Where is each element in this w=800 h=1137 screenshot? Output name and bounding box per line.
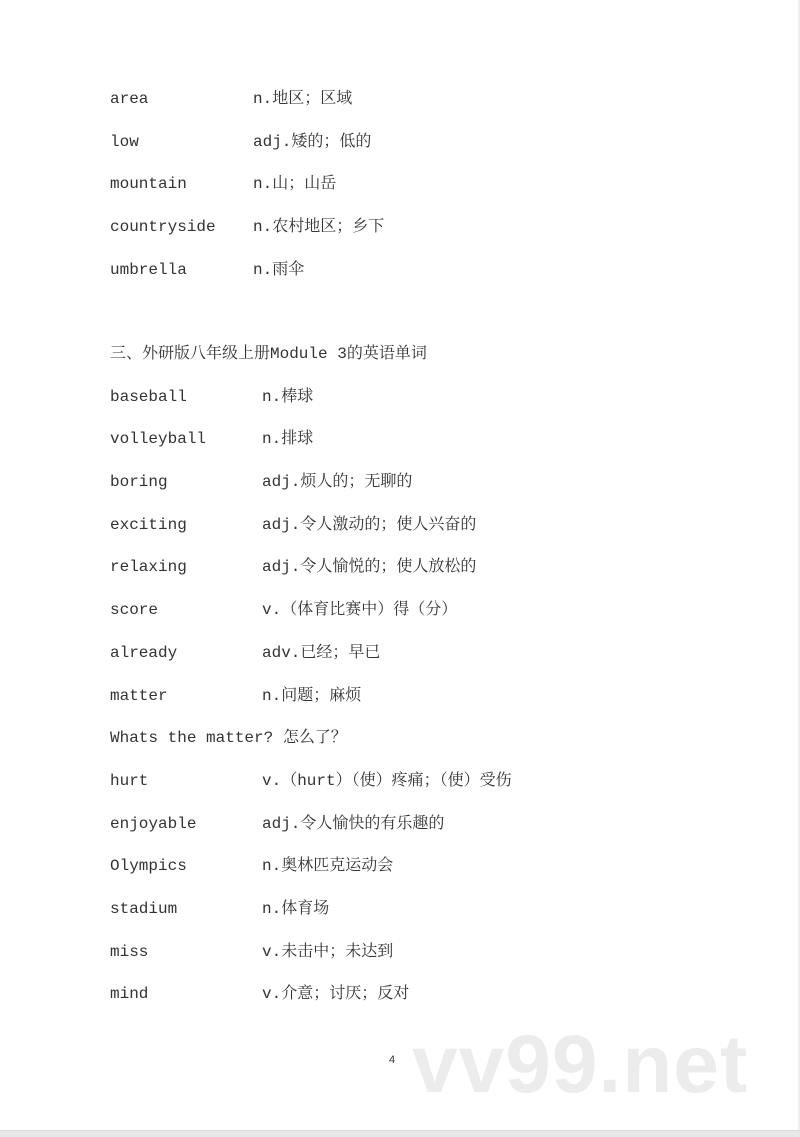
phrase: Whats the matter? 怎么了？ [110,729,347,748]
word: matter [110,686,168,705]
section-title: 三、外研版八年级上册Module 3的英语单词 [110,345,427,363]
definition: v.（体育比赛中）得（分） [262,601,458,620]
word: enjoyable [110,814,197,833]
definition: v.未击中；未达到 [262,942,394,961]
definition: v.（hurt）（使）疼痛；（使）受伤 [262,771,512,790]
word: stadium [110,899,178,918]
word: miss [110,942,149,961]
definition: n.地区；区域 [253,90,353,108]
word: area [110,90,149,108]
definition: adj.令人愉快的有乐趣的 [262,814,445,833]
word: mind [110,985,149,1004]
definition: n.棒球 [262,387,314,406]
definition: adj.令人愉悦的；使人放松的 [262,558,477,577]
definition: adj.烦人的；无聊的 [262,473,413,492]
word: exciting [110,515,187,534]
word: umbrella [110,260,187,279]
word: Olympics [110,857,187,876]
word: already [110,643,178,662]
word: score [110,601,159,620]
definition: n.体育场 [262,899,330,918]
definition: adj.矮的；低的 [253,132,372,151]
definition: n.山；山岳 [253,175,337,194]
definition: v.介意；讨厌；反对 [262,985,410,1004]
word: boring [110,473,168,492]
word: countryside [110,218,216,237]
word: relaxing [110,558,187,577]
definition: adv.已经；早已 [262,643,381,662]
page-bottom-border [0,1130,800,1137]
word: volleyball [110,430,207,449]
definition: n.奥林匹克运动会 [262,857,394,876]
word: mountain [110,175,187,194]
word: baseball [110,387,187,406]
definition: n.农村地区；乡下 [253,218,385,237]
definition: n.排球 [262,430,314,449]
page-number: 4 [389,1054,396,1066]
word: hurt [110,771,149,790]
definition: adj.令人激动的；使人兴奋的 [262,515,477,534]
watermark: vv99.net [412,1019,749,1110]
definition: n.问题；麻烦 [262,686,362,705]
word: low [110,132,139,151]
definition: n.雨伞 [253,260,305,279]
